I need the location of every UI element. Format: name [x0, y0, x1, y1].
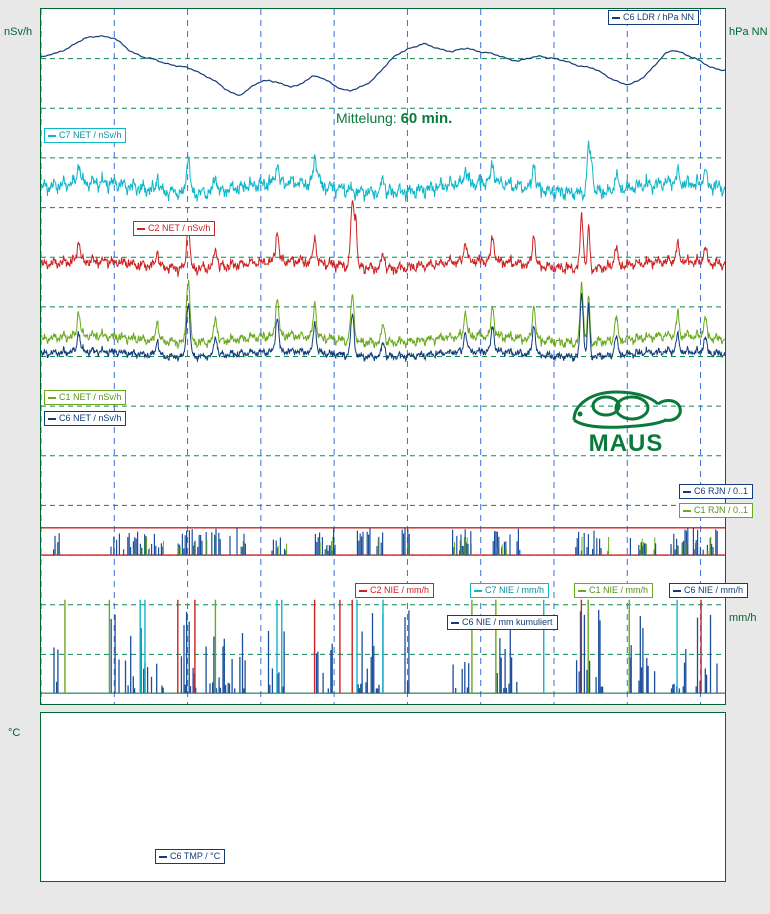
- legend-label: C6 NIE / mm kumuliert: [462, 617, 553, 627]
- mittelung-value: 60 min.: [400, 110, 453, 127]
- legend-net-c2[interactable]: [133, 221, 215, 236]
- legend-net-c6[interactable]: [44, 411, 126, 426]
- legend-nie-c6[interactable]: [669, 583, 748, 598]
- legend-swatch: [683, 510, 691, 512]
- maus-logo: [566, 386, 686, 456]
- legend-swatch: [578, 590, 586, 592]
- legend-swatch: [159, 856, 167, 858]
- mittelung-annotation: [336, 110, 452, 127]
- legend-label: C2 NIE / mm/h: [370, 585, 430, 595]
- legend-swatch: [474, 590, 482, 592]
- legend-nie-c2[interactable]: [355, 583, 434, 598]
- legend-label: C6 NET / nSv/h: [59, 413, 122, 423]
- legend-swatch: [48, 418, 56, 420]
- legend-nie-kumuliert[interactable]: [447, 615, 558, 630]
- legend-label: C6 TMP / °C: [170, 851, 221, 861]
- legend-nie-c1[interactable]: [574, 583, 653, 598]
- legend-ldr-c6[interactable]: [608, 10, 699, 25]
- legend-tmp-c6[interactable]: [155, 849, 225, 864]
- legend-label: C1 NET / nSv/h: [59, 392, 122, 402]
- right-unit-pressure: hPa NN: [729, 26, 768, 38]
- legend-swatch: [673, 590, 681, 592]
- legend-label: C6 LDR / hPa NN: [623, 12, 695, 22]
- legend-swatch: [612, 17, 620, 19]
- legend-rjn-c6[interactable]: [679, 484, 753, 499]
- legend-swatch: [683, 491, 691, 493]
- legend-rjn-c1[interactable]: [679, 503, 753, 518]
- temperature-plot-panel: [40, 712, 726, 882]
- legend-net-c7[interactable]: [44, 128, 126, 143]
- legend-nie-c7[interactable]: [470, 583, 549, 598]
- legend-label: C7 NET / nSv/h: [59, 130, 122, 140]
- mittelung-label: Mittelung:: [336, 110, 397, 126]
- legend-label: C1 NIE / mm/h: [589, 585, 649, 595]
- legend-label: C2 NET / nSv/h: [148, 223, 211, 233]
- legend-swatch: [451, 622, 459, 624]
- left-unit-label: nSv/h: [4, 26, 33, 38]
- legend-swatch: [48, 135, 56, 137]
- legend-net-c1[interactable]: [44, 390, 126, 405]
- legend-label: C7 NIE / mm/h: [485, 585, 545, 595]
- legend-swatch: [48, 397, 56, 399]
- legend-swatch: [359, 590, 367, 592]
- temp-unit-label: °C: [8, 727, 21, 739]
- right-unit-precip: mm/h: [729, 612, 757, 624]
- legend-label: C6 RJN / 0..1: [694, 486, 749, 496]
- maus-mouse-icon: [566, 386, 686, 432]
- legend-label: C6 NIE / mm/h: [684, 585, 744, 595]
- maus-wordmark: MAUS: [588, 430, 664, 457]
- legend-swatch: [137, 228, 145, 230]
- legend-label: C1 RJN / 0..1: [694, 505, 749, 515]
